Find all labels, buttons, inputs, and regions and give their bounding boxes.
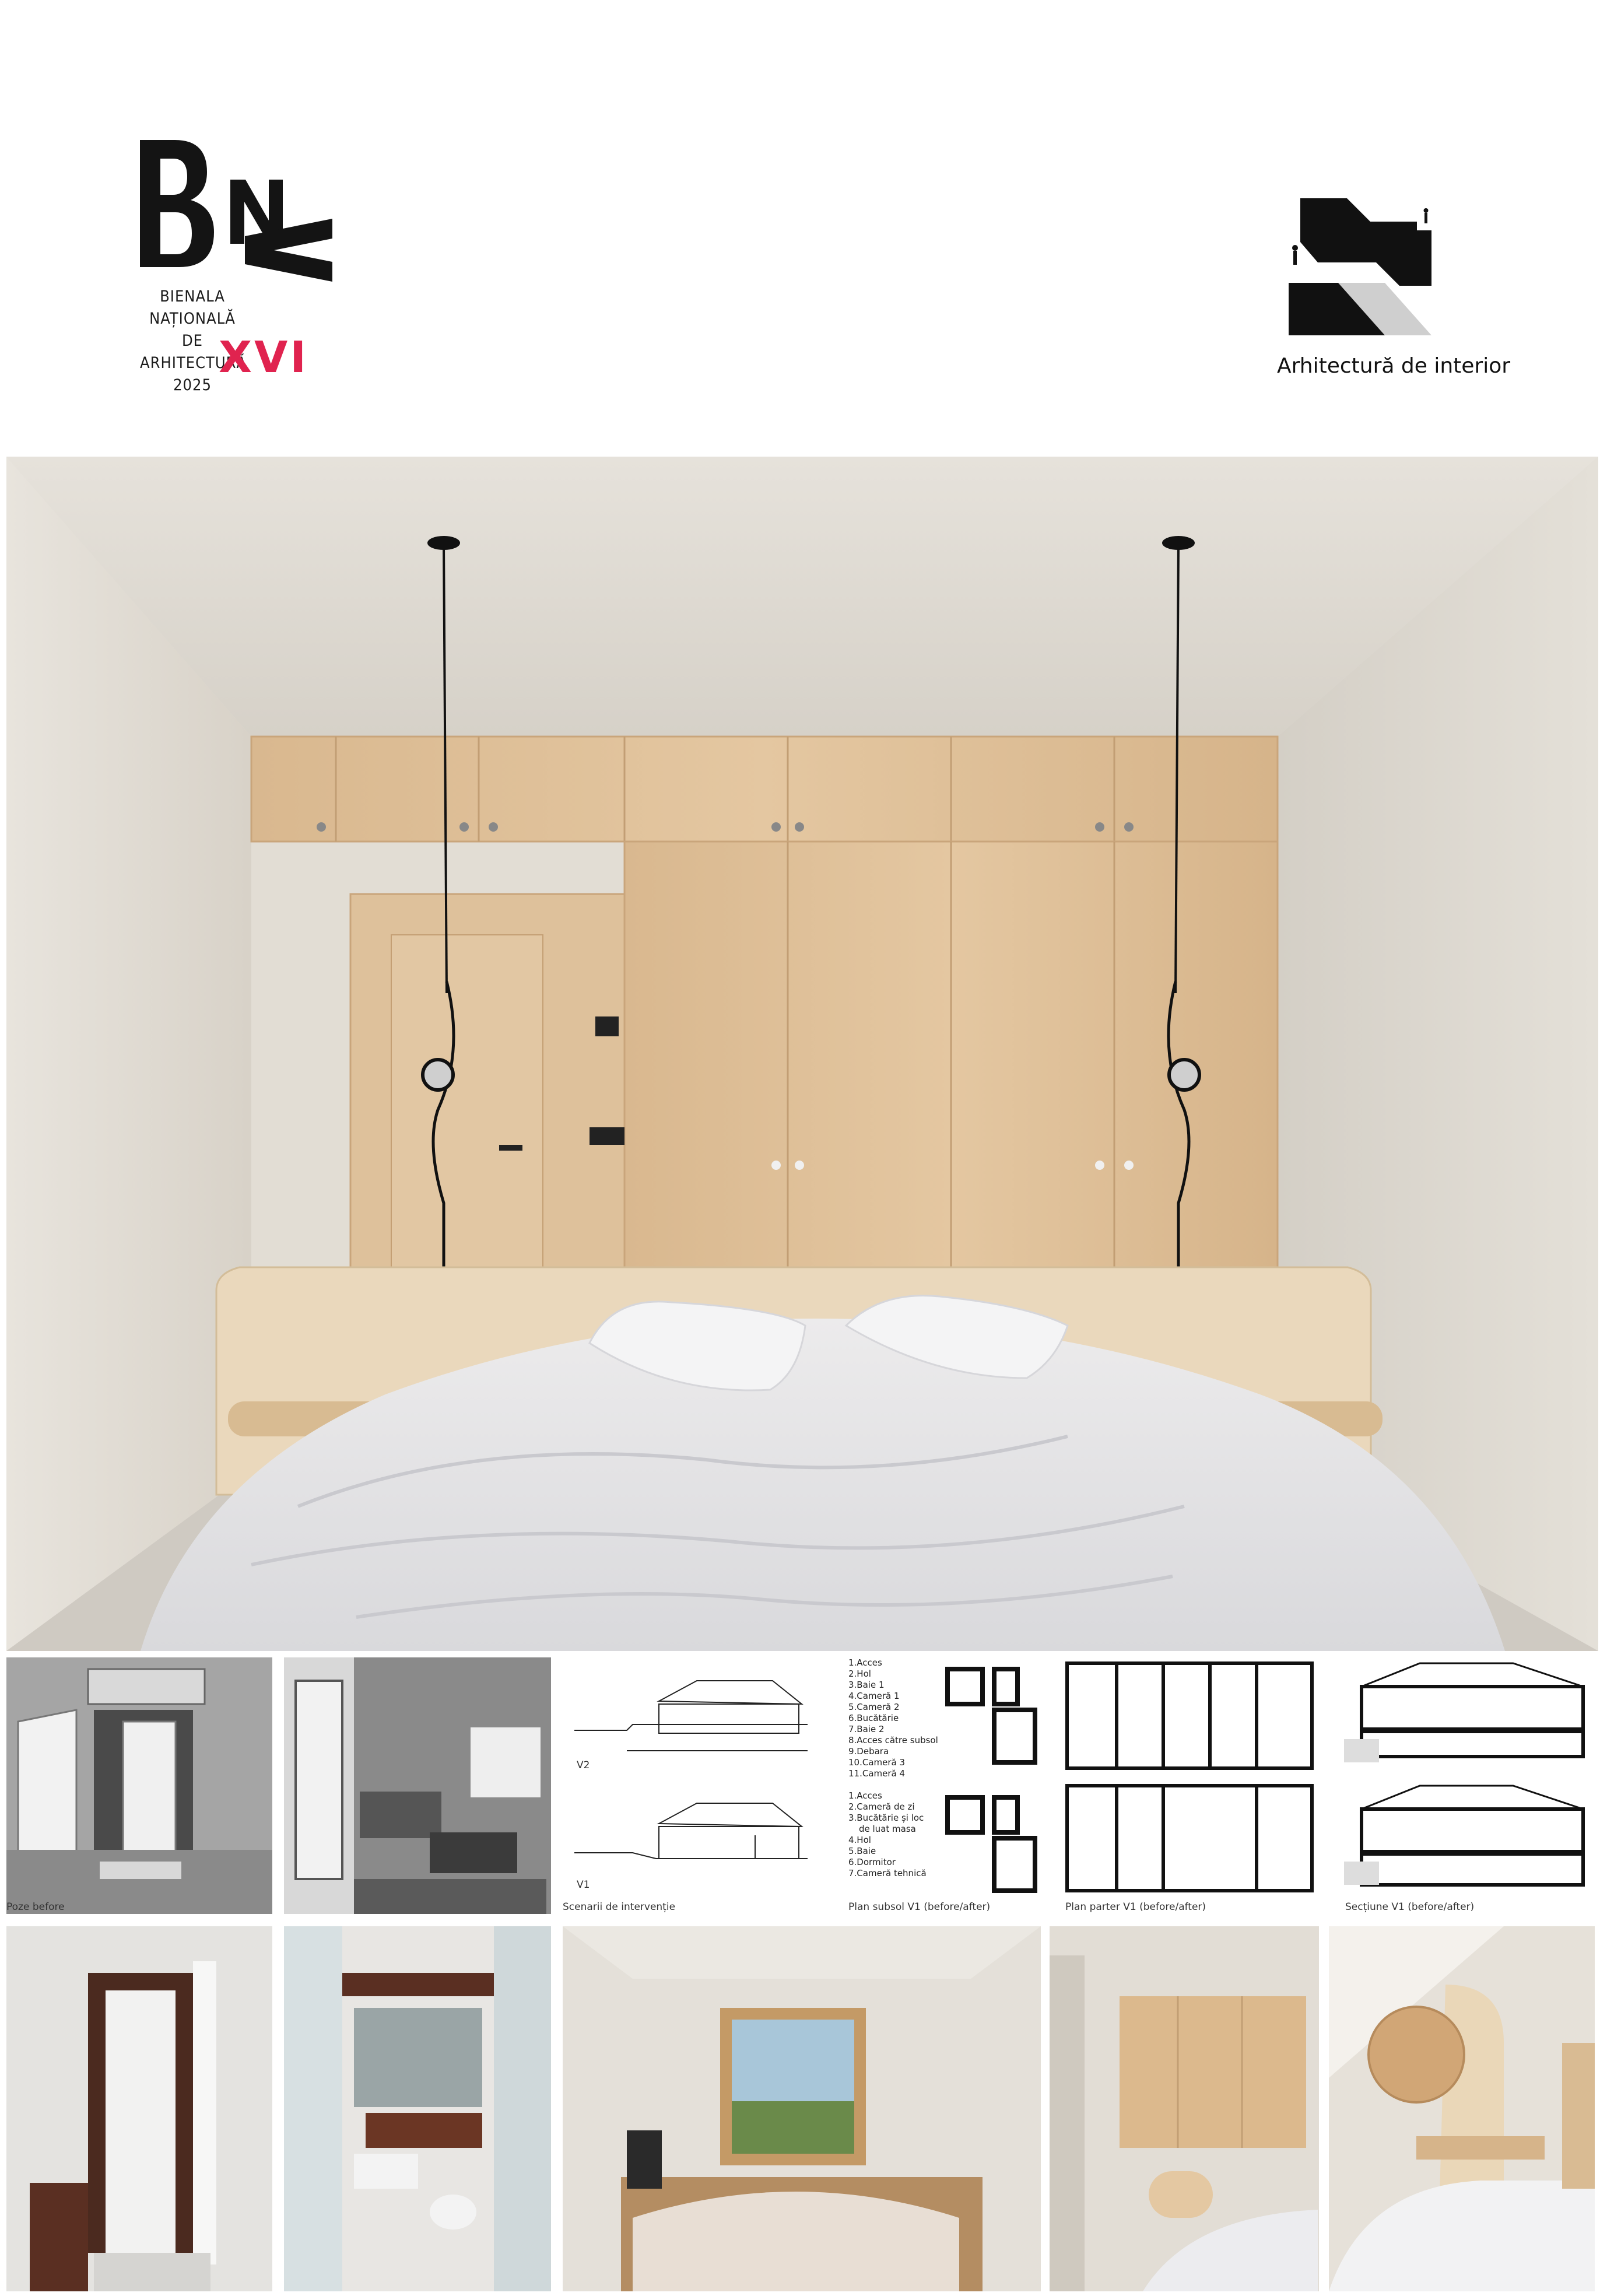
section-drawing-icon — [563, 1657, 840, 1902]
bedroom-photo-icon — [6, 457, 1598, 1651]
after-bedroom-window-photo — [563, 1926, 1041, 2291]
brand-line: 2025 — [173, 376, 212, 394]
before-livingroom-icon — [284, 1657, 551, 1914]
after-bedroom-door-photo — [1050, 1926, 1319, 2291]
legend-item: 3.Bucătărie și loc — [848, 1813, 924, 1823]
section-drawing — [1338, 1657, 1595, 1914]
hero-bedroom-photo — [6, 457, 1598, 1651]
bathroom-photo-icon — [284, 1926, 551, 2291]
legend-item: 3.Baie 1 — [848, 1680, 885, 1690]
legend-item: 1.Acces — [848, 1657, 882, 1668]
brand-line: NAȚIONALĂ — [149, 310, 236, 328]
before-livingroom-photo — [284, 1657, 551, 1914]
scenario-label-v2: V2 — [577, 1759, 590, 1771]
legend-item: 5.Cameră 2 — [848, 1702, 900, 1712]
caption-before: Poze before — [6, 1901, 65, 1913]
interior-architecture-logo-icon — [1283, 195, 1516, 341]
caption-scenarios: Scenarii de intervenție — [563, 1901, 676, 1913]
category-label: Arhitectură de interior — [1277, 354, 1511, 378]
legend-item: 2.Cameră de zi — [848, 1801, 915, 1812]
legend-item: 4.Hol — [848, 1835, 871, 1845]
brand-line: ARHITECTURĂ — [140, 354, 247, 372]
before-entrance-photo — [6, 1657, 272, 1914]
bna-letters-icon — [105, 134, 350, 286]
after-corridor-photo — [6, 1926, 272, 2291]
scenario-label-v1: V1 — [577, 1879, 590, 1891]
floor-plan-icon — [936, 1663, 1047, 1897]
legend-item: 1.Acces — [848, 1790, 882, 1801]
legend-item: 6.Dormitor — [848, 1857, 896, 1867]
legend-item: 8.Acces către subsol — [848, 1735, 938, 1745]
legend-item: 7.Cameră tehnică — [848, 1868, 927, 1878]
legend-item: de luat masa — [859, 1824, 916, 1834]
legend-item: 4.Cameră 1 — [848, 1691, 900, 1701]
scenarios-drawing — [563, 1657, 840, 1914]
corridor-photo-icon — [6, 1926, 272, 2291]
caption-section: Secțiune V1 (before/after) — [1345, 1901, 1475, 1913]
ground-floor-plan — [1058, 1657, 1327, 1914]
bedroom-door-photo-icon — [1050, 1926, 1319, 2291]
legend-item: 2.Hol — [848, 1668, 871, 1679]
category-block — [1277, 195, 1516, 378]
bedroom-window-photo-icon — [563, 1926, 1041, 2291]
legend-item: 7.Baie 2 — [848, 1724, 885, 1734]
caption-ground-floor: Plan parter V1 (before/after) — [1065, 1901, 1206, 1913]
edition-number: XVI — [219, 332, 308, 383]
legend-item: 9.Debara — [848, 1746, 889, 1757]
legend-before — [848, 1657, 938, 1779]
bna-logo — [105, 134, 350, 408]
after-bathroom-photo — [284, 1926, 551, 2291]
before-entrance-icon — [6, 1657, 272, 1914]
after-bedside-detail-photo — [1329, 1926, 1595, 2291]
basement-plan — [848, 1657, 1047, 1914]
legend-item: 6.Bucătărie — [848, 1713, 899, 1723]
floor-plan-icon — [1058, 1657, 1327, 1897]
legend-item: 10.Cameră 3 — [848, 1757, 906, 1768]
legend-item: 11.Cameră 4 — [848, 1768, 906, 1779]
legend-after — [848, 1790, 927, 1879]
section-drawing-icon — [1338, 1657, 1595, 1897]
legend-item: 5.Baie — [848, 1846, 876, 1856]
bedside-detail-photo-icon — [1329, 1926, 1595, 2291]
caption-basement: Plan subsol V1 (before/after) — [848, 1901, 991, 1913]
brand-line: BIENALA — [160, 288, 225, 306]
brand-line: DE — [181, 332, 203, 350]
